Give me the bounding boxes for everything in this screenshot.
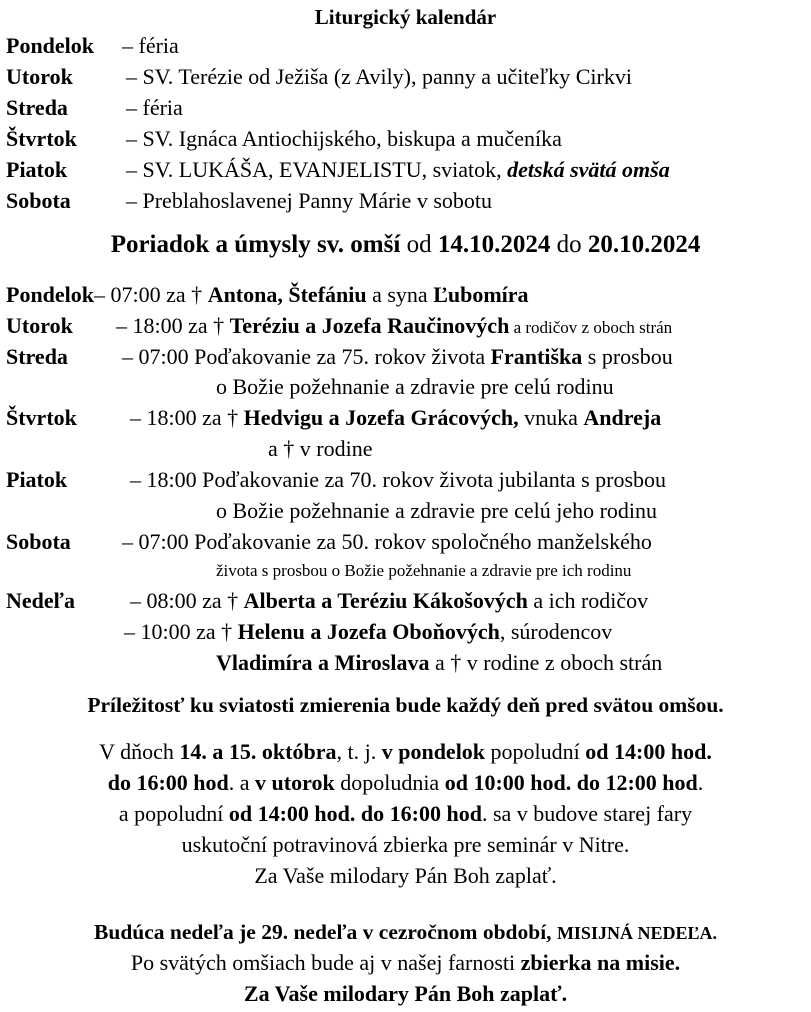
mass-text: – 10:00 za † <box>124 619 238 644</box>
mission-sunday: MISIJNÁ NEDEĽA. <box>556 923 717 943</box>
mass-text: – 08:00 za † <box>130 588 244 613</box>
mass-day: Pondelok <box>6 282 95 307</box>
masses-date-from: 14.10.2024 <box>437 231 551 258</box>
mass-row-sunday-2 <box>124 618 612 646</box>
masses-title-text: Poriadok a úmysly sv. omší <box>110 231 401 258</box>
text: V dňoch <box>99 739 180 764</box>
masses-title <box>0 230 811 260</box>
mass-name: Helenu a Jozefa Oboňových <box>237 619 500 644</box>
collection-line <box>0 768 811 798</box>
mass-text: s prosbou <box>582 344 673 369</box>
mass-name: Alberta a Teréziu Kákošových <box>243 588 528 613</box>
mass-name: Vladimíra a Miroslava <box>216 650 430 675</box>
date: 14. a 15. októbra <box>179 739 337 764</box>
text: popoludní <box>485 739 586 764</box>
collection-line <box>0 799 811 829</box>
mass-content <box>122 343 673 371</box>
calendar-day: Piatok <box>6 157 68 182</box>
mass-name: Františka <box>490 344 583 369</box>
mass-day: Piatok <box>6 467 68 492</box>
text: , t. j. <box>336 739 382 764</box>
mass-day: Štvrtok <box>6 405 77 430</box>
mass-text: – 07:00 Poďakovanie za 50. rokov spoločného manželského <box>122 529 652 554</box>
text: Budúca nedeľa je 29. nedeľa v cezročnom období, <box>94 920 557 944</box>
mass-continuation: o Božie požehnanie a zdravie pre celú jeho rodinu <box>216 498 658 523</box>
next-sunday-thanks: Za Vaše milodary Pán Boh zaplať. <box>243 981 568 1006</box>
day: v utorok <box>255 770 335 795</box>
text: . a <box>228 770 256 795</box>
calendar-text: – SV. Ignáca Antiochijského, biskupa a mučeníka <box>126 126 562 151</box>
mass-content <box>130 587 648 615</box>
calendar-emphasis: detská svätá omša <box>507 157 670 182</box>
time: od 14:00 hod. <box>585 739 712 764</box>
mass-text: vnuka <box>518 405 584 430</box>
masses-title-from: od <box>406 231 432 258</box>
mass-day: Utorok <box>6 313 73 338</box>
mass-content <box>130 404 661 432</box>
collection-thanks: Za Vaše milodary Pán Boh zaplať. <box>254 863 557 888</box>
mass-name: Teréziu a Jozefa Raučinových <box>229 313 510 338</box>
mass-text: a ich rodičov <box>527 588 649 613</box>
calendar-text: – SV. LUKÁŠA, EVANJELISTU, sviatok, <box>126 157 508 182</box>
mass-day: Sobota <box>6 529 71 554</box>
calendar-day: Sobota <box>6 188 71 213</box>
masses-title-to: do <box>556 231 582 258</box>
time: od 14:00 hod. do 16:00 hod <box>228 801 482 826</box>
mass-text: a † v rodine z oboch strán <box>429 650 663 675</box>
mass-continuation: a † v rodine <box>268 436 373 461</box>
mission-collection: zbierka na misie. <box>520 950 681 975</box>
calendar-text: – féria <box>126 95 183 120</box>
mass-row-monday <box>6 281 529 309</box>
mass-name: Antona, Štefániu <box>207 282 367 307</box>
mass-text: – 07:00 za † <box>94 282 208 307</box>
masses-date-to: 20.10.2024 <box>587 231 701 258</box>
text: . <box>697 770 704 795</box>
mass-note: a rodičov z oboch strán <box>509 318 673 337</box>
calendar-day: Utorok <box>6 64 73 89</box>
time: do 16:00 hod <box>107 770 229 795</box>
text: dopoludnia <box>334 770 445 795</box>
mass-continuation <box>216 649 662 677</box>
mass-name: Andreja <box>583 405 662 430</box>
mass-text: a syna <box>366 282 434 307</box>
mass-text: , súrodencov <box>499 619 613 644</box>
text: . sa v budove starej fary <box>481 801 693 826</box>
mass-name: Ľubomíra <box>433 282 529 307</box>
time: od 10:00 hod. do 12:00 hod <box>444 770 698 795</box>
collection-line <box>0 737 811 767</box>
mass-continuation: o Božie požehnanie a zdravie pre celú rodinu <box>216 374 614 399</box>
mass-text: – 18:00 za † <box>130 405 244 430</box>
mass-name: Hedvigu a Jozefa Grácových, <box>243 405 519 430</box>
mass-continuation: života s prosbou o Božie požehnanie a zdravie pre ich rodinu <box>216 561 632 580</box>
mass-text: – 18:00 za † <box>116 313 230 338</box>
mass-day: Nedeľa <box>6 588 75 613</box>
mass-text: – 18:00 Poďakovanie za 70. rokov života jubilanta s prosbou <box>130 467 667 492</box>
calendar-title: Liturgický kalendár <box>314 5 497 29</box>
next-sunday-line <box>0 948 811 978</box>
day: v pondelok <box>381 739 486 764</box>
mass-text: – 07:00 Poďakovanie za 75. rokov života <box>122 344 491 369</box>
calendar-text: – SV. Terézie od Ježiša (z Avily), panny a učiteľky Cirkvi <box>126 64 632 89</box>
mass-day: Streda <box>6 344 68 369</box>
calendar-day: Pondelok <box>6 33 95 58</box>
text: Po svätých omšiach bude aj v našej farnosti <box>130 950 521 975</box>
mass-content <box>116 312 672 342</box>
text: a popoludní <box>118 801 229 826</box>
next-sunday-line <box>0 917 811 948</box>
calendar-text: – féria <box>122 33 179 58</box>
calendar-day: Streda <box>6 95 68 120</box>
calendar-text: – Preblahoslavenej Panny Márie v sobotu <box>126 188 492 213</box>
collection-line: uskutoční potravinová zbierka pre seminár v Nitre. <box>181 832 630 857</box>
confession-notice: Príležitosť ku sviatosti zmierenia bude každý deň pred svätou omšou. <box>87 693 724 717</box>
calendar-text-wrap <box>126 156 670 184</box>
calendar-day: Štvrtok <box>6 126 77 151</box>
